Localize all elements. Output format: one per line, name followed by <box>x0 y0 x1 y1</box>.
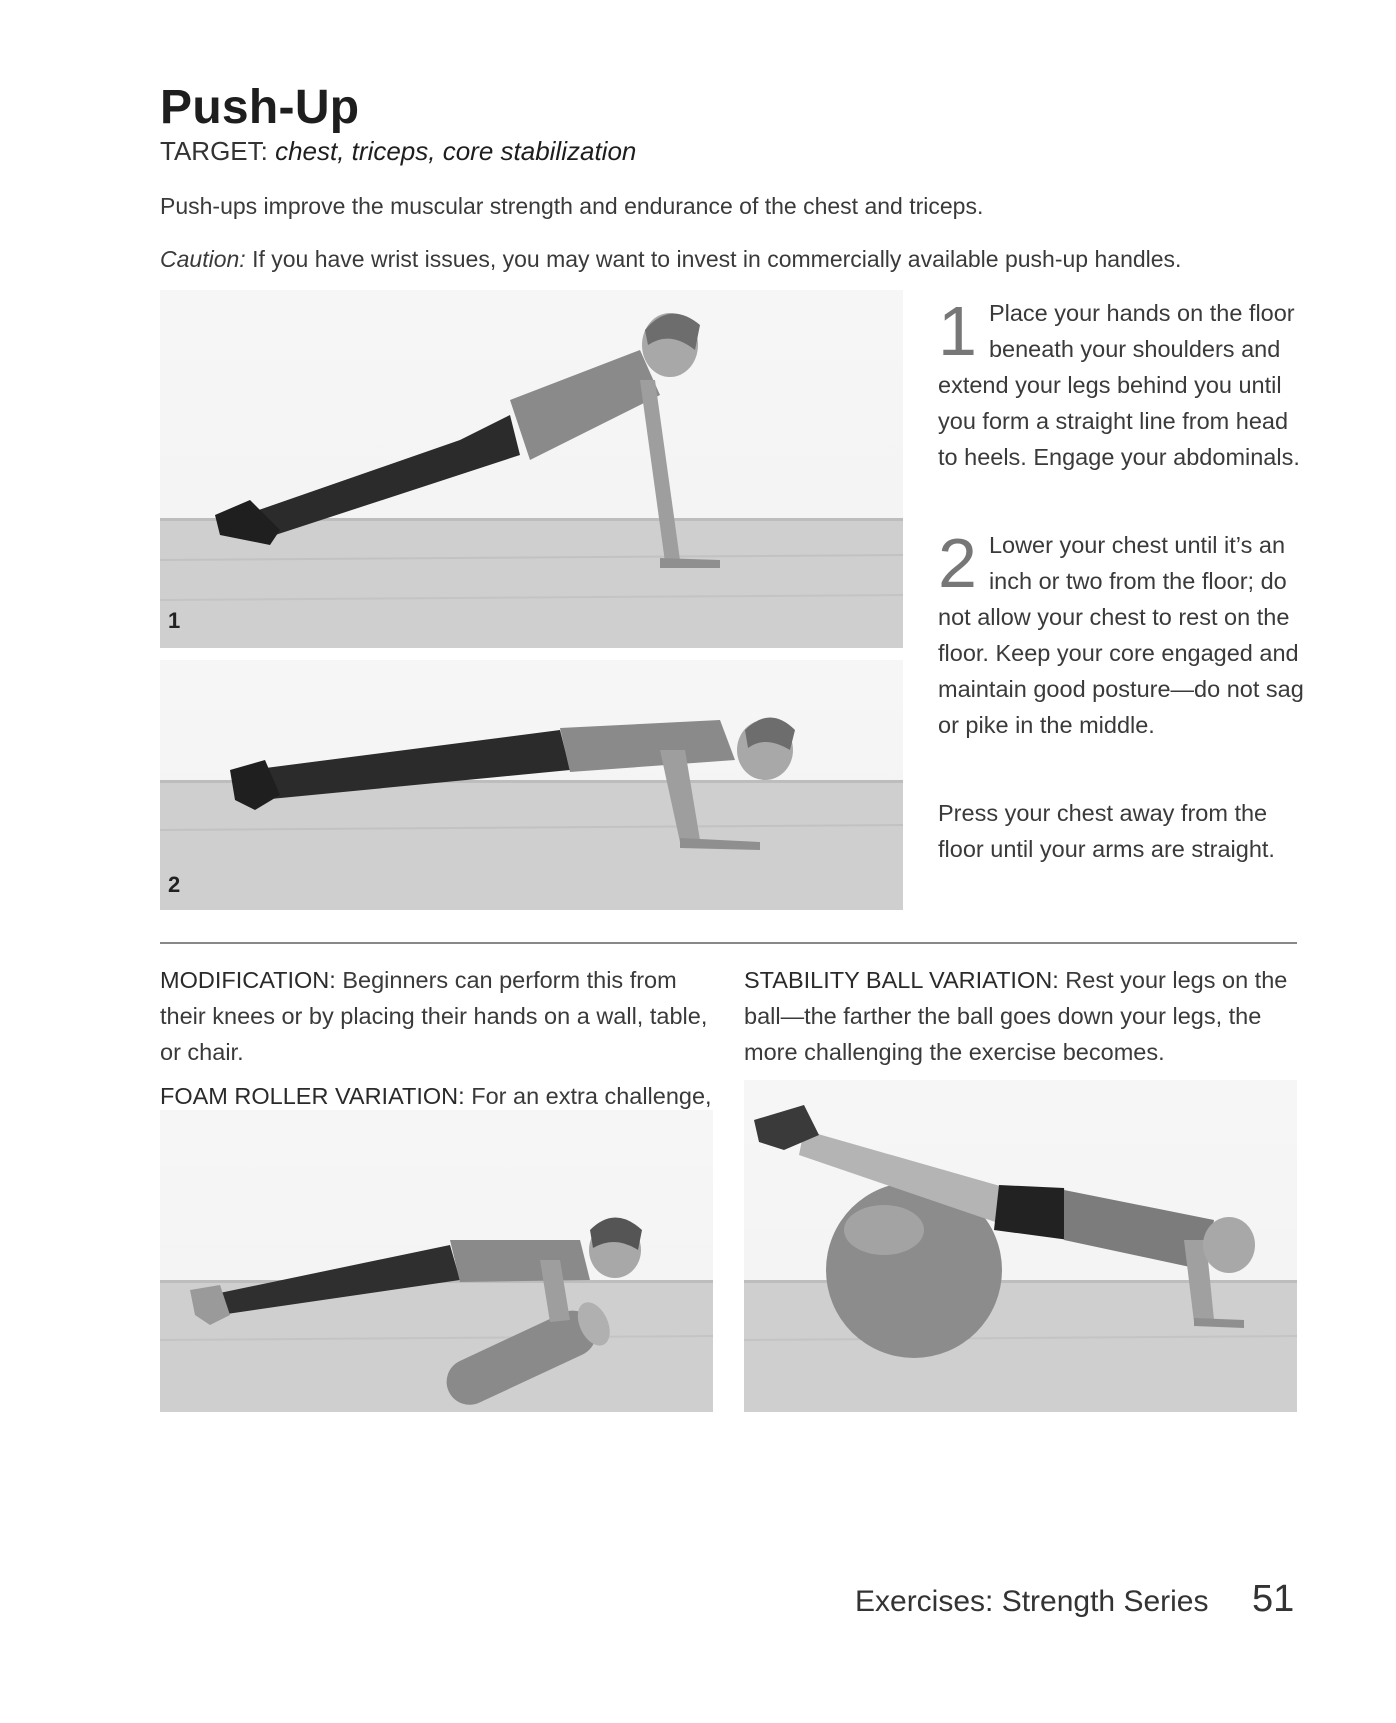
caution-body: If you have wrist issues, you may want to invest in commercially available push-up handles. <box>252 246 1182 272</box>
step-2 <box>938 524 1308 743</box>
step-text-3: Press your chest away from the floor until your arms are straight. <box>938 800 1275 862</box>
foam-roller-label: FOAM ROLLER VARIATION: <box>160 1083 465 1109</box>
step-number-1: 1 <box>938 292 977 370</box>
stability-ball-text: Rest your legs on the ball—the farther the ball goes down your legs, the more challenging the exercise becomes. <box>744 967 1288 1065</box>
target-label: TARGET: <box>160 136 268 166</box>
caution-label: Caution: <box>160 246 246 272</box>
stability-ball-label: STABILITY BALL VARIATION: <box>744 967 1059 993</box>
stability-ball-note <box>744 962 1304 1070</box>
photo-label-1: 1 <box>168 608 181 633</box>
target-value: chest, triceps, core stabilization <box>275 136 637 166</box>
step-3 <box>938 795 1308 867</box>
modification-note <box>160 962 720 1070</box>
page-title: Push-Up <box>160 81 360 134</box>
foam-roller-push-up-illustration <box>160 1110 713 1412</box>
photo-stability-ball <box>744 1080 1297 1412</box>
step-number-2: 2 <box>938 524 977 602</box>
photo-label-2: 2 <box>168 872 181 897</box>
target-line <box>160 136 636 167</box>
modification-text: Beginners can perform this from their knees or by placing their hands on a wall, table, or chair. <box>160 967 708 1065</box>
caution-text <box>160 246 1320 273</box>
page-number: 51 <box>1252 1578 1295 1620</box>
step-text-1: Place your hands on the floor beneath your shoulders and extend your legs behind you until you form a straight line from head to heels. Engage your abdominals. <box>938 300 1300 470</box>
photo-foam-roller <box>160 1110 713 1412</box>
step-text-2: Lower your chest until it’s an inch or two from the floor; do not allow your chest to rest on the floor. Keep your core engaged and maintain good posture—do not sag or pike in the middle. <box>938 532 1304 738</box>
push-up-low-plank-illustration <box>160 660 903 910</box>
section-divider <box>160 942 1297 944</box>
photo-step-1 <box>160 290 903 648</box>
foam-roller-text: For an extra challenge, <box>471 1083 712 1109</box>
intro-text: Push-ups improve the muscular strength and endurance of the chest and triceps. <box>160 193 984 219</box>
stability-ball-push-up-illustration <box>744 1080 1297 1412</box>
step-1 <box>938 292 1308 475</box>
photo-step-2 <box>160 660 903 910</box>
modification-label: MODIFICATION: <box>160 967 336 993</box>
push-up-high-plank-illustration <box>160 290 903 648</box>
footer-section-title: Exercises: Strength Series <box>855 1585 1209 1618</box>
